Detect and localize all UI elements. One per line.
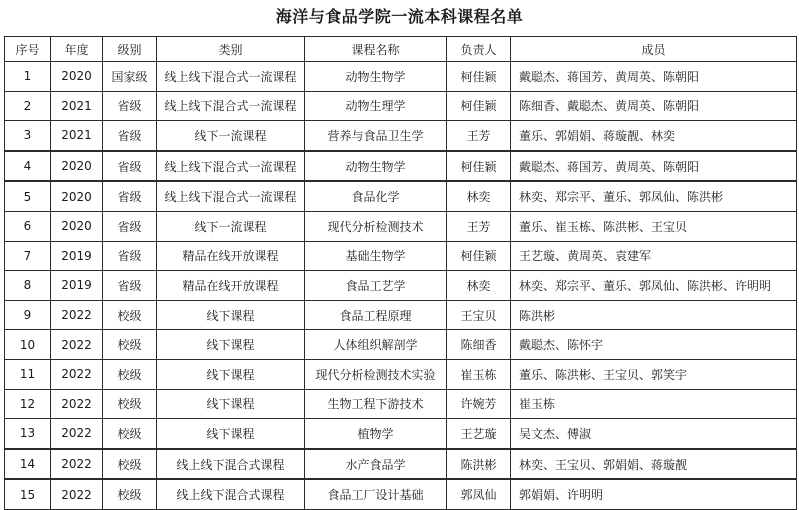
cell-leader: 王芳 xyxy=(447,121,511,151)
header-index: 序号 xyxy=(5,37,51,62)
cell-level: 校级 xyxy=(103,389,157,419)
cell-level: 省级 xyxy=(103,91,157,121)
cell-members: 董乐、陈洪彬、王宝贝、郭笑宇 xyxy=(511,359,797,389)
table-row xyxy=(5,389,797,419)
cell-index: 11 xyxy=(5,359,51,389)
header-category: 类别 xyxy=(157,37,305,62)
cell-category: 线下一流课程 xyxy=(157,121,305,151)
cell-course-name: 人体组织解剖学 xyxy=(305,330,447,360)
cell-course-name: 基础生物学 xyxy=(305,241,447,271)
cell-level: 省级 xyxy=(103,241,157,271)
cell-level: 校级 xyxy=(103,359,157,389)
cell-members: 董乐、郭娟娟、蒋璇靓、林奕 xyxy=(511,121,797,151)
page-title: 海洋与食品学院一流本科课程名单 xyxy=(275,7,524,26)
cell-level: 省级 xyxy=(103,211,157,241)
course-table xyxy=(4,36,797,510)
cell-index: 5 xyxy=(5,181,51,211)
cell-category: 线上线下混合式课程 xyxy=(157,449,305,480)
cell-category: 线上线下混合式一流课程 xyxy=(157,91,305,121)
cell-index: 7 xyxy=(5,241,51,271)
cell-index: 10 xyxy=(5,330,51,360)
table-row xyxy=(5,359,797,389)
cell-category: 线上线下混合式课程 xyxy=(157,479,305,509)
table-row xyxy=(5,330,797,360)
header-level: 级别 xyxy=(103,37,157,62)
cell-leader: 郭凤仙 xyxy=(447,479,511,509)
cell-level: 国家级 xyxy=(103,62,157,92)
cell-members: 戴聪杰、陈怀宇 xyxy=(511,330,797,360)
cell-category: 精品在线开放课程 xyxy=(157,271,305,301)
cell-members: 林奕、郑宗平、董乐、郭凤仙、陈洪彬、许明明 xyxy=(511,271,797,301)
cell-index: 13 xyxy=(5,419,51,449)
cell-index: 12 xyxy=(5,389,51,419)
cell-leader: 许婉芳 xyxy=(447,389,511,419)
cell-level: 校级 xyxy=(103,300,157,330)
cell-index: 3 xyxy=(5,121,51,151)
cell-index: 2 xyxy=(5,91,51,121)
cell-year: 2021 xyxy=(51,91,103,121)
cell-leader: 柯佳颖 xyxy=(447,91,511,121)
table-header-row xyxy=(5,37,797,62)
cell-members: 戴聪杰、蒋国芳、黄周英、陈朝阳 xyxy=(511,62,797,92)
header-leader: 负责人 xyxy=(447,37,511,62)
header-members: 成员 xyxy=(511,37,797,62)
cell-level: 校级 xyxy=(103,479,157,509)
table-row xyxy=(5,271,797,301)
cell-members: 董乐、崔玉栋、陈洪彬、王宝贝 xyxy=(511,211,797,241)
cell-index: 1 xyxy=(5,62,51,92)
cell-category: 线上线下混合式一流课程 xyxy=(157,181,305,211)
cell-course-name: 营养与食品卫生学 xyxy=(305,121,447,151)
cell-year: 2022 xyxy=(51,419,103,449)
cell-course-name: 植物学 xyxy=(305,419,447,449)
cell-members: 郭娟娟、许明明 xyxy=(511,479,797,509)
cell-index: 15 xyxy=(5,479,51,509)
cell-category: 线下课程 xyxy=(157,389,305,419)
cell-index: 9 xyxy=(5,300,51,330)
cell-level: 校级 xyxy=(103,419,157,449)
cell-index: 4 xyxy=(5,151,51,182)
cell-members: 王艺璇、黄周英、袁建军 xyxy=(511,241,797,271)
cell-members: 陈洪彬 xyxy=(511,300,797,330)
table-row xyxy=(5,151,797,182)
table-row xyxy=(5,181,797,211)
cell-category: 线下课程 xyxy=(157,330,305,360)
cell-year: 2022 xyxy=(51,300,103,330)
cell-members: 戴聪杰、蒋国芳、黄周英、陈朝阳 xyxy=(511,151,797,182)
table-row xyxy=(5,62,797,92)
cell-course-name: 食品工程原理 xyxy=(305,300,447,330)
cell-year: 2019 xyxy=(51,271,103,301)
table-row xyxy=(5,300,797,330)
cell-course-name: 现代分析检测技术 xyxy=(305,211,447,241)
header-course-name: 课程名称 xyxy=(305,37,447,62)
cell-level: 省级 xyxy=(103,151,157,182)
cell-leader: 柯佳颖 xyxy=(447,151,511,182)
cell-course-name: 动物生物学 xyxy=(305,62,447,92)
cell-course-name: 食品工厂设计基础 xyxy=(305,479,447,509)
table-row xyxy=(5,419,797,449)
cell-course-name: 生物工程下游技术 xyxy=(305,389,447,419)
cell-index: 6 xyxy=(5,211,51,241)
cell-index: 14 xyxy=(5,449,51,480)
cell-leader: 陈细香 xyxy=(447,330,511,360)
cell-year: 2021 xyxy=(51,121,103,151)
cell-course-name: 食品化学 xyxy=(305,181,447,211)
cell-level: 省级 xyxy=(103,271,157,301)
cell-leader: 柯佳颖 xyxy=(447,62,511,92)
cell-year: 2020 xyxy=(51,62,103,92)
cell-year: 2022 xyxy=(51,449,103,480)
cell-leader: 柯佳颖 xyxy=(447,241,511,271)
cell-year: 2019 xyxy=(51,241,103,271)
cell-year: 2020 xyxy=(51,181,103,211)
table-row xyxy=(5,121,797,151)
cell-category: 线下课程 xyxy=(157,359,305,389)
cell-category: 线上线下混合式一流课程 xyxy=(157,151,305,182)
cell-members: 陈细香、戴聪杰、黄周英、陈朝阳 xyxy=(511,91,797,121)
cell-year: 2022 xyxy=(51,359,103,389)
cell-members: 林奕、郑宗平、董乐、郭凤仙、陈洪彬 xyxy=(511,181,797,211)
cell-year: 2022 xyxy=(51,389,103,419)
header-year: 年度 xyxy=(51,37,103,62)
table-row xyxy=(5,241,797,271)
cell-category: 精品在线开放课程 xyxy=(157,241,305,271)
cell-level: 校级 xyxy=(103,449,157,480)
cell-course-name: 动物生理学 xyxy=(305,91,447,121)
cell-leader: 王芳 xyxy=(447,211,511,241)
cell-members: 林奕、王宝贝、郭娟娟、蒋璇靓 xyxy=(511,449,797,480)
cell-level: 省级 xyxy=(103,181,157,211)
cell-leader: 崔玉栋 xyxy=(447,359,511,389)
cell-leader: 林奕 xyxy=(447,271,511,301)
table-row xyxy=(5,479,797,509)
table-row xyxy=(5,211,797,241)
cell-category: 线下一流课程 xyxy=(157,211,305,241)
cell-category: 线下课程 xyxy=(157,300,305,330)
cell-leader: 王艺璇 xyxy=(447,419,511,449)
cell-members: 吴文杰、傅淑 xyxy=(511,419,797,449)
cell-level: 省级 xyxy=(103,121,157,151)
table-row xyxy=(5,449,797,480)
cell-year: 2022 xyxy=(51,479,103,509)
cell-members: 崔玉栋 xyxy=(511,389,797,419)
cell-leader: 林奕 xyxy=(447,181,511,211)
cell-category: 线上线下混合式一流课程 xyxy=(157,62,305,92)
cell-year: 2020 xyxy=(51,151,103,182)
cell-level: 校级 xyxy=(103,330,157,360)
cell-year: 2020 xyxy=(51,211,103,241)
table-row xyxy=(5,91,797,121)
cell-leader: 王宝贝 xyxy=(447,300,511,330)
cell-index: 8 xyxy=(5,271,51,301)
cell-year: 2022 xyxy=(51,330,103,360)
cell-course-name: 现代分析检测技术实验 xyxy=(305,359,447,389)
cell-course-name: 水产食品学 xyxy=(305,449,447,480)
cell-category: 线下课程 xyxy=(157,419,305,449)
cell-course-name: 食品工艺学 xyxy=(305,271,447,301)
cell-course-name: 动物生物学 xyxy=(305,151,447,182)
cell-leader: 陈洪彬 xyxy=(447,449,511,480)
